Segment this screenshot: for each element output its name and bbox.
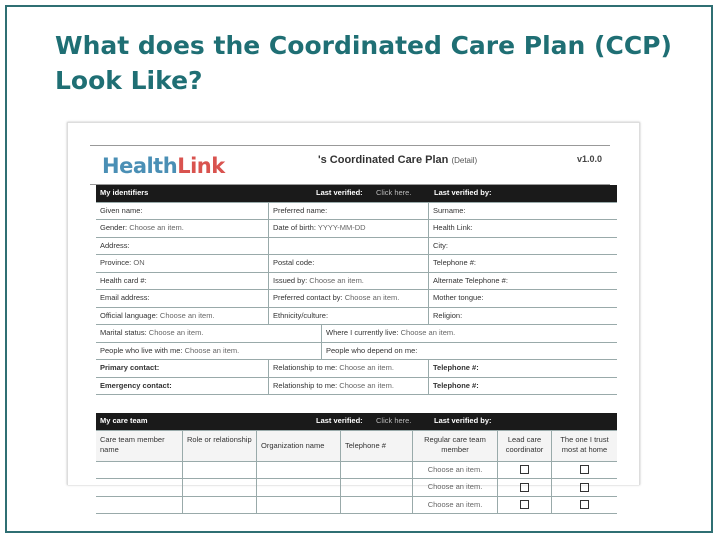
identifier-field[interactable] (96, 220, 268, 237)
ccp-document-image (67, 122, 640, 509)
emergency-contact-row: Emergency contact: Relationship to me: Choose an item. Telephone #: (96, 378, 617, 396)
field-label: Address: (100, 240, 130, 250)
lead-coordinator-checkbox[interactable] (497, 497, 551, 514)
care-team-row (96, 497, 617, 515)
identifier-row (96, 308, 617, 326)
identifier-field[interactable] (96, 203, 268, 220)
regular-member-field[interactable]: Choose an item. (412, 479, 497, 496)
identifier-field[interactable] (428, 255, 617, 272)
identifier-field[interactable] (428, 273, 617, 290)
slide-title (55, 28, 675, 98)
slide-title-line1: What does the Coordinated Care Plan (CCP) (55, 31, 672, 60)
field-label: Health card #: (100, 275, 147, 285)
care-team-cell[interactable] (182, 462, 256, 479)
identifier-field[interactable] (268, 238, 428, 255)
trust-most-checkbox[interactable] (551, 479, 617, 496)
field-value[interactable]: Choose an item. (129, 223, 184, 232)
slide-title-line2: Look Like? (55, 66, 203, 95)
care-team-cell[interactable] (96, 479, 182, 496)
checkbox-icon[interactable] (580, 465, 589, 474)
identifier-row (96, 220, 617, 238)
field-label: Preferred name: (273, 205, 328, 215)
field-label: Alternate Telephone #: (433, 275, 508, 285)
care-team-cell[interactable] (182, 497, 256, 514)
document-version: v1.0.0 (576, 154, 602, 164)
identifier-field[interactable] (428, 308, 617, 325)
care-team-row (96, 462, 617, 480)
where-live-field[interactable]: Choose an item. (400, 328, 456, 337)
identifier-field[interactable] (96, 255, 268, 272)
people-live-field[interactable]: Choose an item. (184, 345, 240, 355)
identifier-row (96, 255, 617, 273)
field-label: Date of birth: (273, 223, 316, 232)
document-header (90, 145, 610, 185)
field-label: City: (433, 240, 448, 250)
identifier-field[interactable] (428, 203, 617, 220)
care-team-cell[interactable] (96, 497, 182, 514)
care-team-columns: Care team member name Role or relationship Organization name Telephone # Regular care team member Lead care coordinator The one I trust most at home (96, 431, 617, 462)
lead-coordinator-checkbox[interactable] (497, 462, 551, 479)
emergency-relationship-field[interactable]: Choose an item. (339, 380, 394, 390)
field-value[interactable]: Choose an item. (344, 293, 400, 302)
identifier-field[interactable] (268, 273, 428, 290)
field-value[interactable]: Choose an item. (159, 310, 215, 320)
checkbox-icon[interactable] (520, 500, 529, 509)
marital-status-field[interactable]: Choose an item. (148, 328, 204, 337)
care-team-cell[interactable] (96, 462, 182, 479)
care-team-cell[interactable] (256, 497, 340, 514)
care-team-header: My care team Last verified: Click here. Last verified by: (96, 413, 617, 431)
identifier-field[interactable] (268, 220, 428, 237)
healthlink-logo: HealthLink (102, 154, 225, 178)
identifier-field[interactable] (268, 290, 428, 307)
care-team-cell[interactable] (256, 462, 340, 479)
care-team-cell[interactable] (182, 479, 256, 496)
identifier-field[interactable] (268, 308, 428, 325)
field-label: Official language: (100, 310, 158, 320)
field-label: Surname: (433, 205, 466, 215)
regular-member-field[interactable]: Choose an item. (412, 497, 497, 514)
ccp-form (96, 185, 617, 514)
identifiers-header: My identifiers Last verified: Click here. Last verified by: (96, 185, 617, 203)
identifier-field[interactable] (268, 203, 428, 220)
identifier-row (96, 238, 617, 256)
identifiers-section-label: My identifiers (100, 188, 149, 197)
field-label: Province: (100, 258, 132, 267)
identifier-field[interactable] (96, 273, 268, 290)
field-label: Email address: (100, 293, 150, 302)
identifier-row (96, 203, 617, 221)
identifier-field[interactable] (96, 238, 268, 255)
field-label: Ethnicity/culture: (273, 310, 329, 320)
care-team-section-label: My care team (100, 416, 148, 425)
identifier-field[interactable] (268, 255, 428, 272)
care-team-last-verified-field[interactable]: Click here. (376, 416, 412, 425)
field-label: Postal code: (273, 258, 315, 267)
field-label: Issued by: (273, 275, 308, 285)
identifiers-last-verified-field[interactable]: Click here. (376, 188, 412, 197)
field-label: Religion: (433, 310, 463, 320)
field-value[interactable]: YYYY-MM-DD (317, 223, 366, 232)
primary-contact-row: Primary contact: Relationship to me: Choose an item. Telephone #: (96, 360, 617, 378)
care-team-cell[interactable] (256, 479, 340, 496)
care-team-cell[interactable] (340, 462, 412, 479)
field-label: Mother tongue: (433, 293, 484, 302)
checkbox-icon[interactable] (520, 483, 529, 492)
field-label: Telephone #: (433, 258, 476, 267)
primary-relationship-field[interactable]: Choose an item. (339, 363, 394, 372)
identifier-field[interactable] (96, 308, 268, 325)
identifier-field[interactable] (96, 290, 268, 307)
people-row: People who live with me: Choose an item. People who depend on me: (96, 343, 617, 361)
identifier-field[interactable] (428, 220, 617, 237)
field-value[interactable]: ON (133, 258, 145, 267)
field-label: Gender: (100, 223, 128, 232)
field-label: Preferred contact by: (273, 293, 343, 302)
identifier-field[interactable] (428, 290, 617, 307)
care-team-row (96, 479, 617, 497)
field-label: Given name: (100, 205, 143, 215)
lead-coordinator-checkbox[interactable] (497, 479, 551, 496)
marital-row: Marital status: Choose an item. Where I currently live: Choose an item. (96, 325, 617, 343)
document-title: 's Coordinated Care Plan (Detail) (318, 154, 478, 166)
care-team-cell[interactable] (340, 479, 412, 496)
identifier-field[interactable] (428, 238, 617, 255)
trust-most-checkbox[interactable] (551, 497, 617, 514)
regular-member-field[interactable]: Choose an item. (412, 462, 497, 479)
identifier-row (96, 290, 617, 308)
checkbox-icon[interactable] (580, 483, 589, 492)
checkbox-icon[interactable] (520, 465, 529, 474)
field-value[interactable]: Choose an item. (309, 275, 364, 285)
care-team-cell[interactable] (340, 497, 412, 514)
identifier-row (96, 273, 617, 291)
field-label: Health Link: (433, 223, 473, 232)
checkbox-icon[interactable] (580, 500, 589, 509)
trust-most-checkbox[interactable] (551, 462, 617, 479)
